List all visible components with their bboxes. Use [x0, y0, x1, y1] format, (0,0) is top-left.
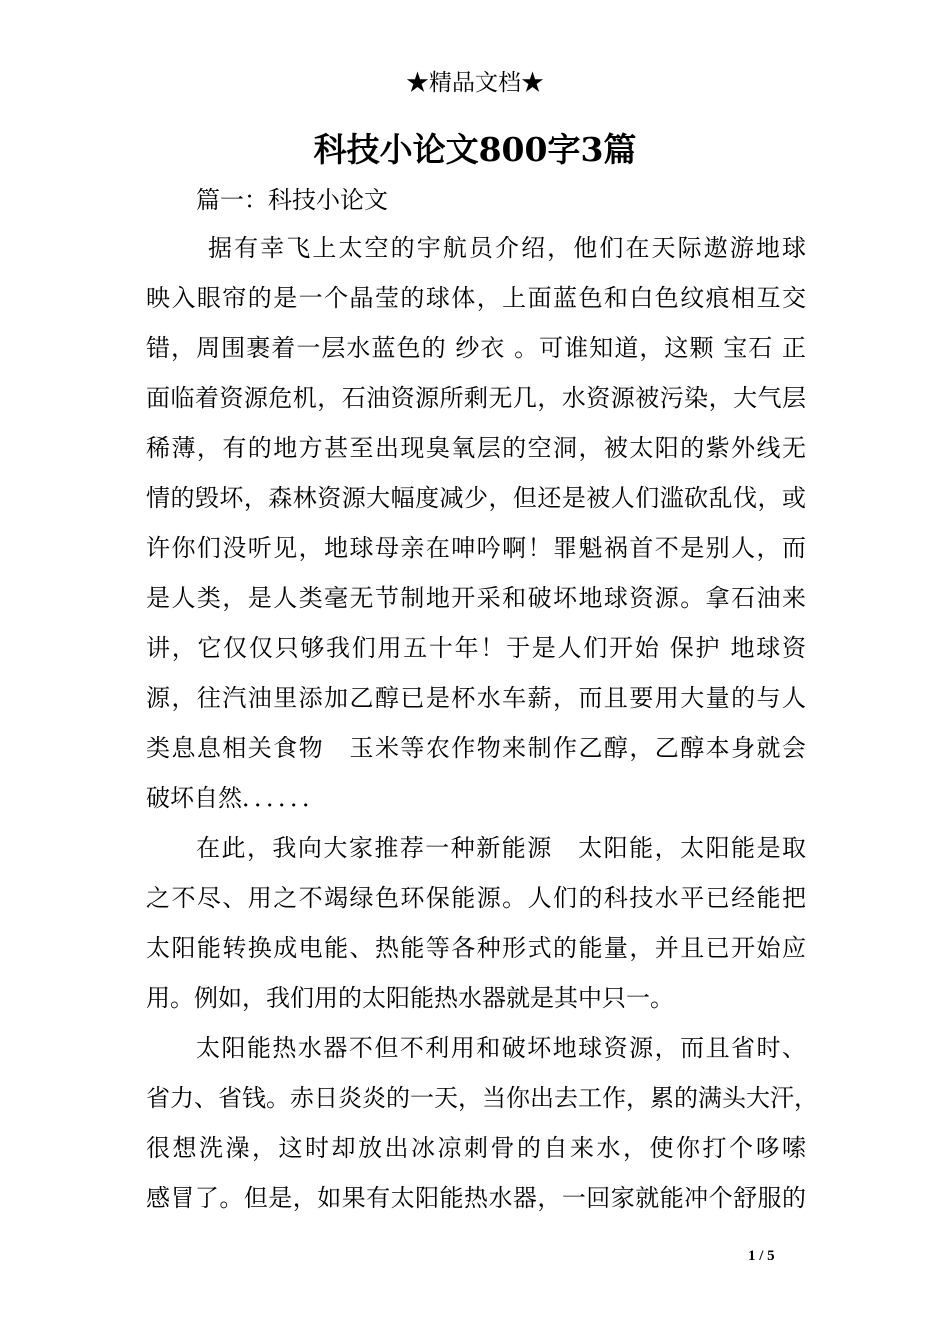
body-text-line: 感冒了。但是，如果有太阳能热水器，一回家就能冲个舒服的	[146, 1184, 806, 1212]
body-text-line: 情的毁坏，森林资源大幅度减少，但还是被人们滥砍乱伐，或	[146, 484, 806, 512]
body-text-line: 类息息相关食物 玉米等农作物来制作乙醇，乙醇本身就会	[146, 734, 806, 762]
body-text-line: 据有幸飞上太空的宇航员介绍，他们在天际遨游地球	[208, 234, 806, 262]
section-heading: 篇一：科技小论文	[196, 186, 388, 214]
body-text-line: 很想洗澡，这时却放出冰凉刺骨的自来水，使你打个哆嗦	[146, 1134, 806, 1162]
body-text-line: 稀薄，有的地方甚至出现臭氧层的空洞，被太阳的紫外线无	[146, 434, 806, 462]
header-mark: ★精品文档★	[406, 70, 544, 96]
body-text-line: 破坏自然．．．．．．	[146, 784, 326, 812]
body-text-line: 是人类，是人类毫无节制地开采和破坏地球资源。拿石油来	[146, 584, 806, 612]
body-text-line: 用。例如，我们用的太阳能热水器就是其中只一。	[146, 984, 674, 1012]
body-text-line: 许你们没听见，地球母亲在呻吟啊！罪魁祸首不是别人，而	[146, 534, 806, 562]
body-text-line: 错，周围裹着一层水蓝色的 纱衣 。可谁知道，这颗 宝石 正	[146, 334, 806, 362]
page-number: 1 / 5	[748, 1248, 775, 1264]
body-text-line: 太阳能转换成电能、热能等各种形式的能量，并且已开始应	[146, 934, 806, 962]
body-text-line: 在此，我向大家推荐一种新能源 太阳能，太阳能是取	[196, 834, 806, 862]
body-text-line: 省力、省钱。赤日炎炎的一天，当你出去工作，累的满头大汗，	[146, 1084, 818, 1112]
body-text-line: 太阳能热水器不但不利用和破坏地球资源，而且省时、	[196, 1034, 806, 1062]
body-text-line: 面临着资源危机，石油资源所剩无几，水资源被污染，大气层	[146, 384, 806, 412]
document-title: 科技小论文800字3篇	[313, 130, 637, 169]
body-text-line: 映入眼帘的是一个晶莹的球体，上面蓝色和白色纹痕相互交	[146, 284, 806, 312]
body-text-line: 源，往汽油里添加乙醇已是杯水车薪，而且要用大量的与人	[146, 684, 806, 712]
body-text-line: 讲，它仅仅只够我们用五十年！于是人们开始 保护 地球资	[146, 634, 806, 662]
body-text-line: 之不尽、用之不竭绿色环保能源。人们的科技水平已经能把	[146, 884, 806, 912]
